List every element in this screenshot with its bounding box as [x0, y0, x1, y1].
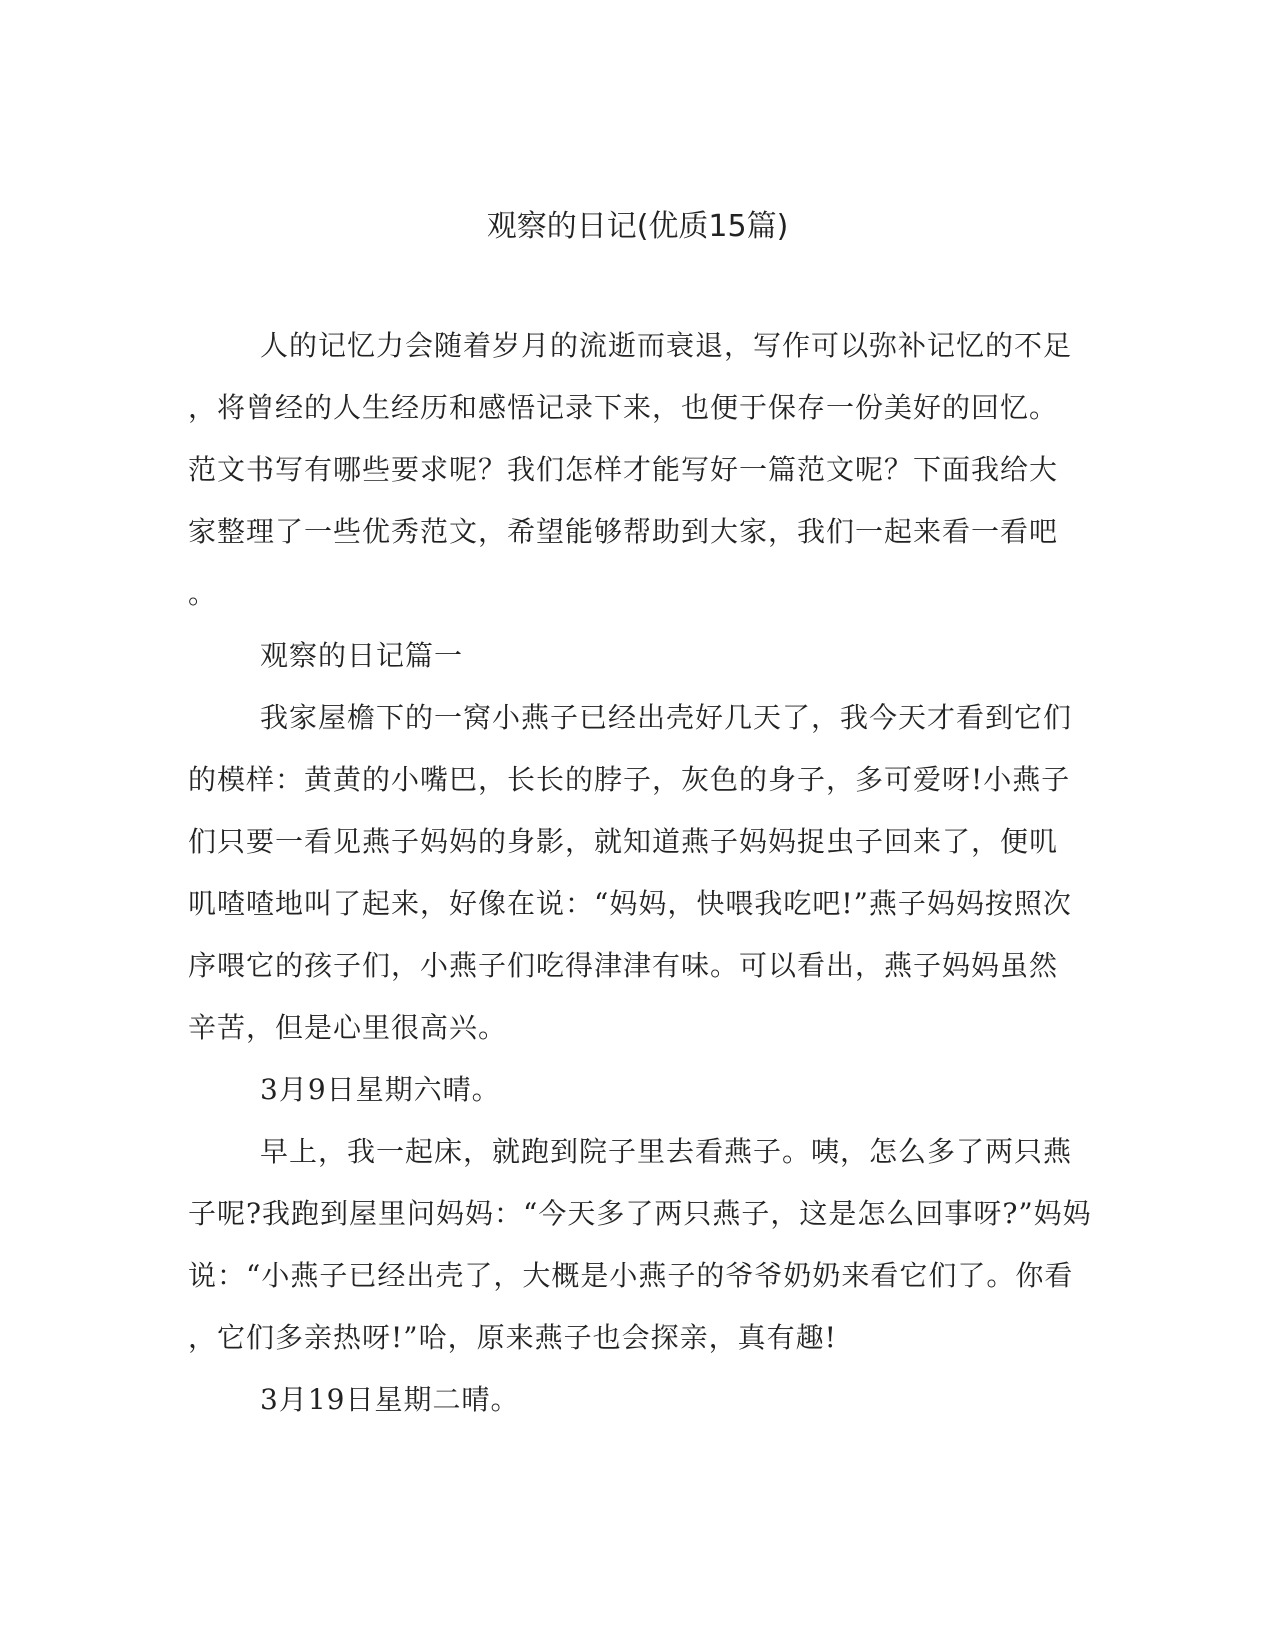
text-line: 早上，我一起床，就跑到院子里去看燕子。咦，怎么多了两只燕 [260, 1135, 1073, 1168]
text-line: 序喂它的孩子们，小燕子们吃得津津有味。可以看出，燕子妈妈虽然 [188, 949, 1059, 982]
text-line: 的模样：黄黄的小嘴巴，长长的脖子，灰色的身子，多可爱呀!小燕子 [188, 763, 1071, 796]
text-line: 辛苦，但是心里很高兴。 [188, 1011, 508, 1044]
text-line: 叽喳喳地叫了起来，好像在说：“妈妈，快喂我吃吧!”燕子妈妈按照次 [188, 887, 1072, 920]
text-line: 人的记忆力会随着岁月的流逝而衰退，写作可以弥补记忆的不足 [260, 329, 1073, 362]
text-line: ，它们多亲热呀!”哈，原来燕子也会探亲，真有趣! [188, 1321, 837, 1354]
text-line: 们只要一看见燕子妈妈的身影，就知道燕子妈妈捉虫子回来了，便叽 [188, 825, 1059, 858]
text-line: ，将曾经的人生经历和感悟记录下来，也便于保存一份美好的回忆。 [188, 391, 1059, 424]
text-line: 说：“小燕子已经出壳了，大概是小燕子的爷爷奶奶来看它们了。你看 [188, 1259, 1074, 1292]
text-line: 。 [188, 577, 218, 610]
document-title: 观察的日记(优质15篇) [486, 209, 789, 244]
text-line: 家整理了一些优秀范文，希望能够帮助到大家，我们一起来看一看吧 [188, 515, 1059, 548]
text-line: 我家屋檐下的一窝小燕子已经出壳好几天了，我今天才看到它们 [260, 701, 1073, 734]
diary-date-line: 3月19日星期二晴。 [260, 1383, 520, 1416]
diary-date-line: 3月9日星期六晴。 [260, 1073, 501, 1106]
text-line: 范文书写有哪些要求呢？我们怎样才能写好一篇范文呢？下面我给大 [188, 453, 1059, 486]
document-body [188, 315, 1092, 1431]
section-heading: 观察的日记篇一 [260, 639, 464, 672]
text-line: 子呢?我跑到屋里问妈妈：“今天多了两只燕子，这是怎么回事呀?”妈妈 [188, 1197, 1092, 1230]
